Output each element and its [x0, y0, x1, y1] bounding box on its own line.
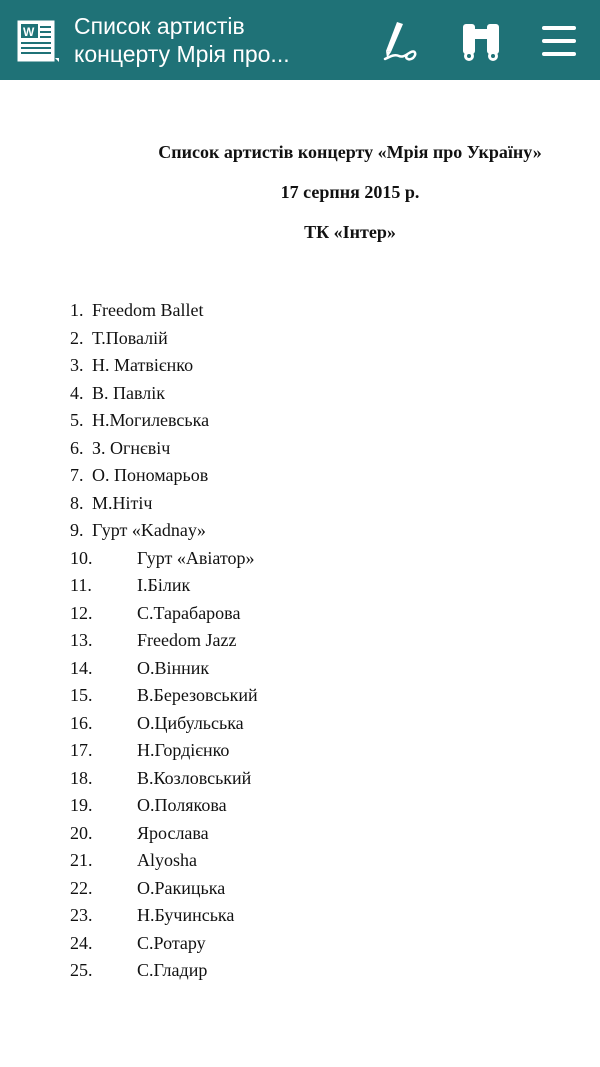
artist-name: Н.Могилевська — [92, 410, 210, 430]
artist-name: О.Цибульська — [137, 712, 244, 733]
artist-list-item — [0, 878, 600, 906]
artist-list-item — [0, 933, 600, 961]
artist-number: 15. — [70, 685, 93, 705]
artist-number: 5. — [70, 410, 84, 430]
edit-pen-icon[interactable] — [377, 18, 423, 64]
artist-name: О.Полякова — [137, 795, 227, 815]
artist-name: О.Ракицька — [137, 877, 226, 898]
artist-number: 9. — [70, 520, 84, 540]
artist-number: 2. — [70, 327, 84, 348]
artist-number: 22. — [70, 877, 93, 898]
artist-number: 14. — [70, 657, 93, 678]
artist-number: 21. — [70, 850, 93, 870]
artist-number: 8. — [70, 492, 84, 513]
menu-icon[interactable] — [536, 18, 582, 64]
artist-list-item — [0, 960, 600, 988]
artist-name: Н. Матвієнко — [92, 355, 194, 375]
reading-view-icon[interactable] — [458, 18, 504, 64]
document-title-header — [74, 12, 374, 68]
artist-list-item — [0, 823, 600, 851]
artist-list-item — [0, 383, 600, 411]
document-channel: ТК «Інтер» — [304, 222, 396, 242]
artist-number: 12. — [70, 602, 93, 623]
title-line-1: Список артистів — [74, 13, 245, 39]
artist-number: 19. — [70, 795, 93, 815]
artist-list-item — [0, 328, 600, 356]
artist-number: 7. — [70, 465, 84, 485]
artist-list-item — [0, 658, 600, 686]
artist-name: Alyosha — [137, 850, 197, 870]
document-heading: Список артистів концерту «Мрія про Україну» — [158, 142, 542, 162]
artist-list-item — [0, 850, 600, 878]
artist-name: О. Пономарьов — [92, 465, 209, 485]
artist-name: Н.Гордієнко — [137, 740, 230, 760]
artist-list — [0, 300, 600, 988]
artist-number: 18. — [70, 767, 93, 788]
artist-name: С.Гладир — [137, 960, 208, 980]
artist-list-item — [0, 520, 600, 548]
artist-name: З. Огнєвіч — [92, 437, 171, 458]
artist-number: 11. — [70, 575, 92, 595]
artist-name: Гурт «Авіатор» — [137, 547, 255, 568]
artist-name: В. Павлік — [92, 382, 165, 403]
artist-name: О.Вінник — [137, 657, 210, 678]
artist-list-item — [0, 740, 600, 768]
artist-number: 24. — [70, 932, 93, 953]
artist-number: 17. — [70, 740, 93, 760]
artist-name: Freedom Ballet — [92, 300, 204, 320]
artist-list-item — [0, 438, 600, 466]
word-doc-icon[interactable] — [17, 20, 59, 64]
artist-list-item — [0, 300, 600, 328]
artist-name: В.Березовський — [137, 685, 258, 705]
artist-list-item — [0, 603, 600, 631]
artist-number: 1. — [70, 300, 84, 320]
artist-name: Freedom Jazz — [137, 630, 237, 650]
artist-list-item — [0, 768, 600, 796]
artist-name: Гурт «Kadnay» — [92, 520, 206, 540]
artist-number: 23. — [70, 905, 93, 925]
artist-number: 10. — [70, 547, 93, 568]
artist-list-item — [0, 685, 600, 713]
artist-number: 6. — [70, 437, 84, 458]
document-date: 17 серпня 2015 р. — [280, 182, 420, 202]
artist-list-item — [0, 630, 600, 658]
artist-list-item — [0, 410, 600, 438]
artist-list-item — [0, 493, 600, 521]
artist-name: І.Білик — [137, 575, 191, 595]
artist-list-item — [0, 713, 600, 741]
artist-name: Н.Бучинська — [137, 905, 235, 925]
artist-name: Ярослава — [137, 822, 209, 843]
svg-text:W: W — [23, 25, 35, 39]
artist-list-item — [0, 548, 600, 576]
top-app-bar — [0, 0, 600, 80]
artist-number: 25. — [70, 960, 93, 980]
artist-list-item — [0, 575, 600, 603]
artist-name: М.Нітіч — [92, 492, 153, 513]
artist-number: 20. — [70, 822, 93, 843]
artist-number: 13. — [70, 630, 93, 650]
artist-name: Т.Повалій — [92, 327, 168, 348]
artist-name: С.Тарабарова — [137, 602, 241, 623]
title-line-2: концерту Мрія про... — [74, 41, 290, 67]
artist-number: 16. — [70, 712, 93, 733]
artist-name: С.Ротару — [137, 932, 206, 953]
artist-list-item — [0, 795, 600, 823]
artist-name: В.Козловський — [137, 767, 252, 788]
document-page — [0, 80, 600, 1067]
artist-number: 3. — [70, 355, 84, 375]
artist-list-item — [0, 465, 600, 493]
artist-list-item — [0, 905, 600, 933]
artist-list-item — [0, 355, 600, 383]
artist-number: 4. — [70, 382, 84, 403]
